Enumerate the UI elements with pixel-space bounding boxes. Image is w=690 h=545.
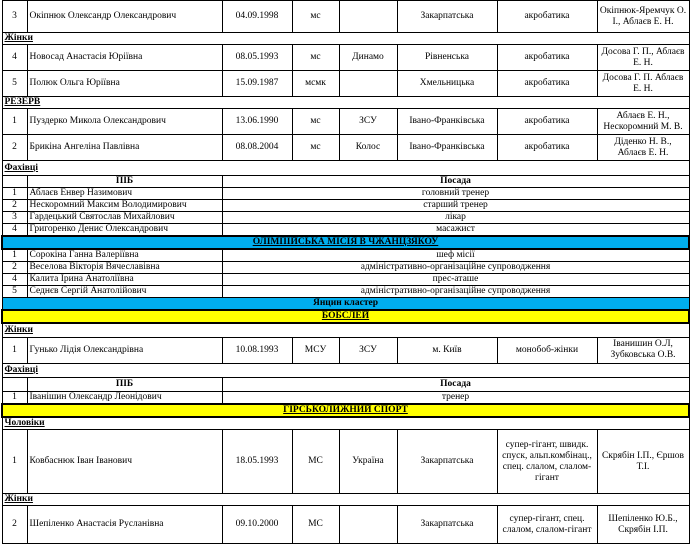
coach: Досова Г. П. Аблаєв Е. Н.: [597, 71, 689, 97]
athlete-row: [2, 135, 689, 161]
row-number: 4: [2, 224, 27, 237]
rank: мсмк: [292, 71, 339, 97]
coach: Досова Г. П., Аблаєв Е. Н.: [597, 45, 689, 71]
birth-date: 08.08.2004: [222, 135, 292, 161]
staff-row: [2, 188, 689, 200]
birth-date: 09.10.2000: [222, 506, 292, 544]
rank: мс: [292, 109, 339, 135]
athlete-name: Гунько Лідія Олександрівна: [27, 337, 222, 363]
row-number: 3: [2, 212, 27, 224]
row-number: 5: [2, 71, 27, 97]
staff-position: адміністративно-організаційне супроводження: [222, 286, 689, 298]
sport: акробатика: [497, 109, 597, 135]
staff-row: [2, 391, 689, 404]
row-number: 1: [2, 109, 27, 135]
sport: акробатика: [497, 71, 597, 97]
row-number: 4: [2, 45, 27, 71]
section-label-row: [2, 494, 689, 506]
athlete-name: Новосад Анастасія Юріївна: [27, 45, 222, 71]
rank: МС: [292, 506, 339, 544]
staff-header-row: [2, 176, 689, 188]
row-number: 1: [2, 249, 27, 262]
men-label: Чоловіки: [2, 417, 689, 430]
staff-row: [2, 200, 689, 212]
staff-name: Григоренко Денис Олександрович: [27, 224, 222, 237]
region: Івано-Франківська: [397, 135, 497, 161]
staff-name: Седнєв Сергій Анатолійович: [27, 286, 222, 298]
athlete-row: [2, 71, 689, 97]
staff-row: [2, 224, 689, 237]
coach: Аблаєв Е. Н., Нескоромний М. В.: [597, 109, 689, 135]
staff-num-header: [2, 377, 27, 391]
staff-position: прес-аташе: [222, 274, 689, 286]
birth-date: 08.05.1993: [222, 45, 292, 71]
section-label-row: [2, 417, 689, 430]
athlete-row: [2, 1, 689, 33]
staff-position: адміністративно-організаційне супроводження: [222, 262, 689, 274]
sport: монобоб-жінки: [497, 337, 597, 363]
coach: Діденко Н. В., Аблаєв Е. Н.: [597, 135, 689, 161]
club: [339, 71, 397, 97]
club: ЗСУ: [339, 109, 397, 135]
staff-position: лікар: [222, 212, 689, 224]
region: Закарпатська: [397, 1, 497, 33]
athlete-name: Шепіленко Анастасія Русланівна: [27, 506, 222, 544]
club: [339, 506, 397, 544]
row-number: 4: [2, 274, 27, 286]
staff-name-header: ПІБ: [27, 176, 222, 188]
row-number: 1: [2, 430, 27, 494]
women-label: Жінки: [2, 323, 689, 337]
birth-date: 13.06.1990: [222, 109, 292, 135]
row-number: 2: [2, 262, 27, 274]
section-label-row: [2, 97, 689, 109]
athlete-name: Пуздерко Микола Олександрович: [27, 109, 222, 135]
sport: акробатика: [497, 45, 597, 71]
rank: МСУ: [292, 337, 339, 363]
birth-date: 18.05.1993: [222, 430, 292, 494]
section-label-row: [2, 363, 689, 377]
women-label: Жінки: [2, 494, 689, 506]
staff-name: Іванішин Олександр Леонідович: [27, 391, 222, 404]
team-roster-table: [1, 0, 690, 544]
row-number: 3: [2, 1, 27, 33]
staff-label: Фахівці: [2, 161, 689, 176]
birth-date: 15.09.1987: [222, 71, 292, 97]
sport-title-row: [2, 404, 689, 417]
athlete-name: Ковбаснюк Іван Іванович: [27, 430, 222, 494]
birth-date: 04.09.1998: [222, 1, 292, 33]
ski-title: ГІРСЬКОЛИЖНИЙ СПОРТ: [2, 404, 689, 417]
cluster-title: Янцин кластер: [2, 298, 689, 311]
region: м. Київ: [397, 337, 497, 363]
staff-label: Фахівці: [2, 363, 689, 377]
club: Колос: [339, 135, 397, 161]
row-number: 1: [2, 188, 27, 200]
staff-position: старший тренер: [222, 200, 689, 212]
coach: Шепіленко Ю.Б., Скрябін І.П.: [597, 506, 689, 544]
rank: мс: [292, 45, 339, 71]
staff-position: шеф місії: [222, 249, 689, 262]
women-label: Жінки: [2, 33, 689, 45]
sport: супер-гігант, швидк. спуск, альп.комбінац., спец. слалом, слалом-гігант: [497, 430, 597, 494]
coach: Скрябін І.П., Єршов Т.І.: [597, 430, 689, 494]
staff-position-header: Посада: [222, 377, 689, 391]
staff-position-header: Посада: [222, 176, 689, 188]
staff-row: [2, 286, 689, 298]
row-number: 1: [2, 337, 27, 363]
sport: акробатика: [497, 1, 597, 33]
staff-row: [2, 262, 689, 274]
athlete-row: [2, 337, 689, 363]
region: Закарпатська: [397, 430, 497, 494]
staff-row: [2, 274, 689, 286]
cluster-row: [2, 298, 689, 311]
staff-num-header: [2, 176, 27, 188]
reserve-label: РЕЗЕРВ: [2, 97, 689, 109]
mission-title: ОЛІМПІЙСЬКА МІСІЯ В ЧЖАНЦЗЯКОУ: [2, 236, 689, 249]
section-label-row: [2, 323, 689, 337]
athlete-name: Окіпнюк Олександр Олександрович: [27, 1, 222, 33]
section-label-row: [2, 33, 689, 45]
row-number: 1: [2, 391, 27, 404]
sport: акробатика: [497, 135, 597, 161]
staff-position: масажист: [222, 224, 689, 237]
row-number: 2: [2, 506, 27, 544]
staff-name: Нескоромний Максим Володимирович: [27, 200, 222, 212]
staff-name-header: ПІБ: [27, 377, 222, 391]
athlete-row: [2, 45, 689, 71]
row-number: 2: [2, 200, 27, 212]
athlete-name: Брикіна Ангеліна Павлівна: [27, 135, 222, 161]
rank: мс: [292, 1, 339, 33]
row-number: 5: [2, 286, 27, 298]
athlete-row: [2, 109, 689, 135]
region: Закарпатська: [397, 506, 497, 544]
coach: Окіпнюк-Яремчук О. І., Аблаєв Е. Н.: [597, 1, 689, 33]
sport-title-row: [2, 310, 689, 323]
mission-title-row: [2, 236, 689, 249]
region: Івано-Франківська: [397, 109, 497, 135]
staff-position: тренер: [222, 391, 689, 404]
staff-position: головний тренер: [222, 188, 689, 200]
sport: супер-гігант, спец. слалом, слалом-гігант: [497, 506, 597, 544]
staff-name: Сорокіна Ганна Валеріївна: [27, 249, 222, 262]
region: Рівненська: [397, 45, 497, 71]
region: Хмельницька: [397, 71, 497, 97]
club: ЗСУ: [339, 337, 397, 363]
coach: Іванишин О.Л, Зубковська О.В.: [597, 337, 689, 363]
birth-date: 10.08.1993: [222, 337, 292, 363]
section-label-row: [2, 161, 689, 176]
club: [339, 1, 397, 33]
staff-name: Аблаєв Енвер Назимович: [27, 188, 222, 200]
athlete-row: [2, 506, 689, 544]
club: Динамо: [339, 45, 397, 71]
club: Україна: [339, 430, 397, 494]
bobsled-title: БОБСЛЕЙ: [2, 310, 689, 323]
staff-name: Калита Ірина Анатоліївна: [27, 274, 222, 286]
athlete-name: Полюк Ольга Юріївна: [27, 71, 222, 97]
row-number: 2: [2, 135, 27, 161]
staff-row: [2, 249, 689, 262]
rank: МС: [292, 430, 339, 494]
rank: мс: [292, 135, 339, 161]
staff-name: Гардецький Святослав Михайлович: [27, 212, 222, 224]
athlete-row: [2, 430, 689, 494]
staff-name: Веселова Вікторія Вячеславівна: [27, 262, 222, 274]
staff-row: [2, 212, 689, 224]
staff-header-row: [2, 377, 689, 391]
